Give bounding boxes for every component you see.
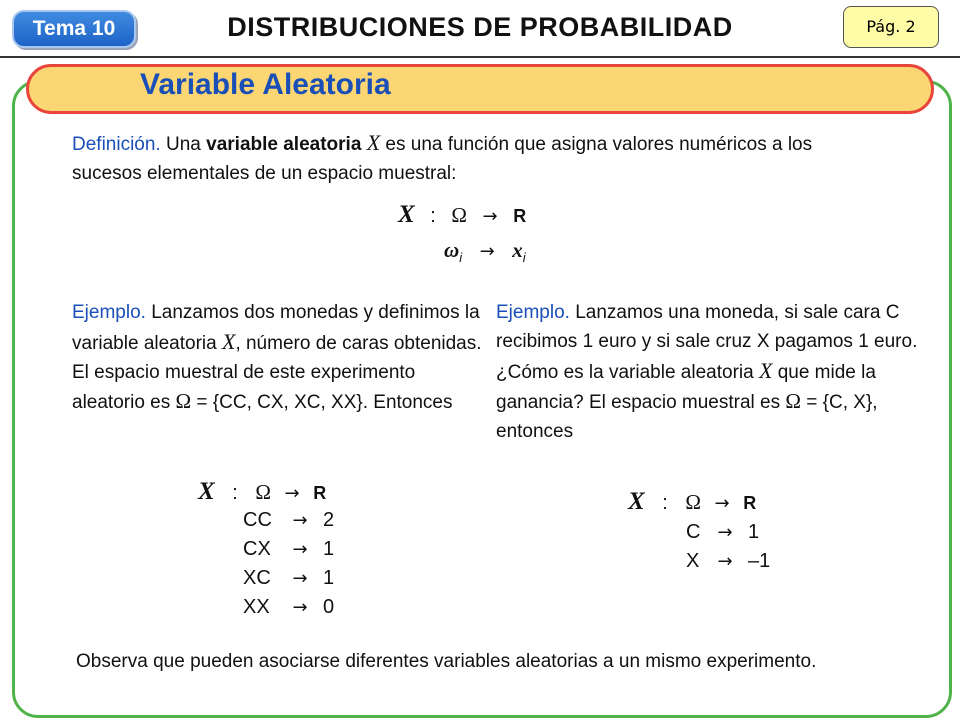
arrow-icon: → bbox=[292, 510, 308, 531]
map-row-to: 1 bbox=[323, 567, 335, 589]
example2-text-2: que mide la ganancia? El espacio muestral es bbox=[496, 362, 876, 413]
reals-symbol: R bbox=[313, 483, 327, 503]
map-row bbox=[686, 547, 770, 576]
omega-subscript: i bbox=[459, 250, 463, 265]
page-title: DISTRIBUCIONES DE PROBABILIDAD bbox=[227, 12, 733, 42]
arrow-icon: → bbox=[292, 539, 308, 560]
map-row bbox=[243, 564, 334, 593]
map-row bbox=[686, 518, 759, 547]
definition-var: X bbox=[366, 130, 381, 155]
omega-symbol: Ω bbox=[685, 490, 701, 514]
example2-text-1: Lanzamos una moneda, si sale cara C recibimos 1 euro y si sale cruz X pagamos 1 euro. ¿Cómo es la variable aleatoria bbox=[496, 302, 918, 383]
example1-var: X bbox=[221, 329, 236, 354]
map-row-from: XC bbox=[243, 567, 271, 589]
map-row-to: 1 bbox=[323, 538, 335, 560]
map-row-from: XX bbox=[243, 596, 270, 618]
example1-paragraph bbox=[72, 298, 482, 417]
arrow-icon: → bbox=[482, 206, 498, 227]
map-row bbox=[243, 593, 334, 622]
omega-symbol: Ω bbox=[451, 203, 467, 227]
arrow-icon: → bbox=[292, 597, 308, 618]
definition-paragraph bbox=[72, 128, 852, 188]
map-row-to: 0 bbox=[323, 596, 335, 618]
map-x: X bbox=[628, 488, 645, 515]
top-header-bar bbox=[0, 0, 960, 58]
map-x: X bbox=[198, 478, 215, 505]
example1-text-3: = {CC, CX, XC, XX}. Entonces bbox=[191, 392, 453, 413]
x-subscript: i bbox=[522, 250, 526, 265]
arrow-icon: → bbox=[284, 483, 300, 504]
omega-symbol: Ω bbox=[785, 389, 801, 413]
map-x: X bbox=[398, 201, 415, 228]
example2-lead: Ejemplo. bbox=[496, 302, 570, 323]
definition-text-2: es una función que asigna valores numéricos a los sucesos elementales de un espacio muestral: bbox=[72, 134, 813, 184]
closing-note: Observa que pueden asociarse diferentes variables aleatorias a un mismo experimento. bbox=[76, 651, 817, 672]
map-row-to: 2 bbox=[323, 509, 335, 531]
definition-lead: Definición. bbox=[72, 134, 161, 155]
arrow-icon: → bbox=[714, 493, 730, 514]
arrow-icon: → bbox=[717, 551, 733, 572]
example1-text-2: , número de caras obtenidas. El espacio muestral de este experimento aleatorio es bbox=[72, 333, 482, 413]
omega-symbol: Ω bbox=[255, 480, 271, 504]
definition-map-line-2 bbox=[444, 236, 526, 272]
map-colon: : bbox=[662, 492, 668, 514]
example2-paragraph bbox=[496, 298, 941, 446]
arrow-icon: → bbox=[292, 568, 308, 589]
x-i-symbol: x bbox=[512, 238, 523, 262]
tema-badge: Tema 10 bbox=[12, 10, 136, 48]
example1-text-1: Lanzamos dos monedas y definimos la variable aleatoria bbox=[72, 302, 480, 354]
page-number-badge: Pág. 2 bbox=[843, 6, 939, 48]
arrow-icon: → bbox=[479, 241, 495, 262]
reals-symbol: R bbox=[513, 206, 527, 226]
map-row-to: –1 bbox=[748, 550, 771, 572]
map-row-from: X bbox=[686, 550, 700, 572]
example2-map-head bbox=[628, 488, 756, 518]
definition-map-line-1 bbox=[398, 201, 526, 231]
map-row bbox=[243, 506, 334, 535]
example1-map-head bbox=[198, 478, 326, 508]
reals-symbol: R bbox=[743, 493, 757, 513]
arrow-icon: → bbox=[717, 522, 733, 543]
definition-bold-term: variable aleatoria bbox=[206, 134, 362, 155]
omega-symbol: Ω bbox=[175, 389, 192, 413]
map-colon: : bbox=[232, 482, 238, 504]
map-colon: : bbox=[430, 205, 436, 227]
example1-lead: Ejemplo. bbox=[72, 302, 146, 323]
omega-i-symbol: ω bbox=[444, 238, 460, 262]
definition-text-1: Una bbox=[160, 134, 207, 155]
map-row bbox=[243, 535, 334, 564]
example2-var: X bbox=[758, 358, 773, 383]
map-row-from: CC bbox=[243, 509, 272, 531]
map-row-from: CX bbox=[243, 538, 271, 560]
map-row-from: C bbox=[686, 521, 701, 543]
map-row-to: 1 bbox=[748, 521, 760, 543]
section-heading: Variable Aleatoria bbox=[140, 68, 391, 101]
example2-text-3: = {C, X}, entonces bbox=[496, 392, 878, 442]
